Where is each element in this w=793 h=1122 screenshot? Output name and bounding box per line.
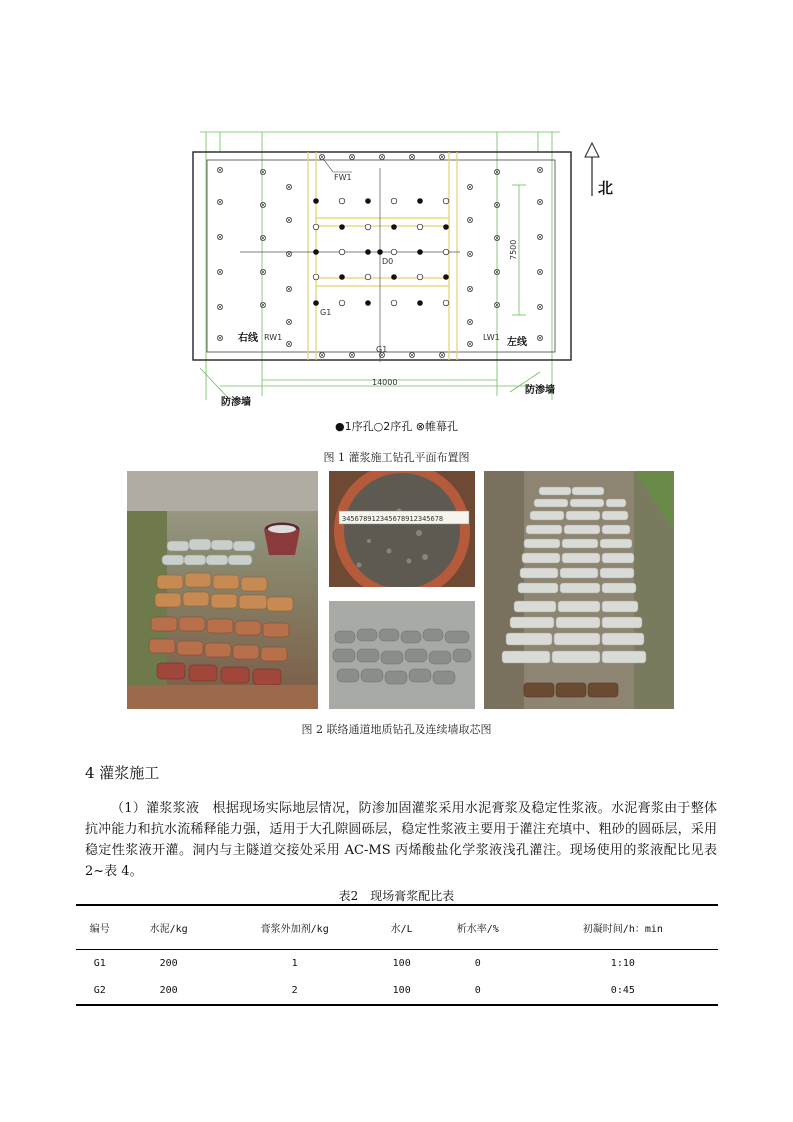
- tunnel-lines: [308, 152, 457, 360]
- label-wall-left: 防渗墙: [221, 397, 251, 408]
- cell: 1: [291, 957, 298, 969]
- cell: G2: [76, 977, 123, 1005]
- table2: [76, 904, 718, 1006]
- cell: 100: [376, 977, 428, 1005]
- cell: 0: [428, 977, 528, 1005]
- photo-cement-cores: [329, 601, 475, 709]
- label-d0: D0: [382, 257, 394, 266]
- paragraph-text: （1）灌浆浆液 根据现场实际地层情况，防渗加固灌浆采用水泥膏浆及稳定性浆液。水泥膏浆由于整体抗冲能力和抗水流稀释能力强，适用于大孔隙圆砾层，稳定性浆液主要用于灌注充填中、粗砂的圆砾层，采用稳定性浆液开灌。洞内与主隧道交接处采用 AC-MS 丙烯酸盐化学浆液浅孔灌注。现场使用的浆液配比见表 2~表 4。: [85, 801, 717, 879]
- label-north: 北: [598, 179, 614, 197]
- ruler-markings: 345678912345678912345678: [342, 515, 444, 523]
- label-left-line: 左线: [507, 337, 527, 348]
- bucket-icon: [264, 522, 300, 555]
- cell: 0: [474, 957, 481, 969]
- cell: 200: [159, 957, 178, 969]
- label-g1: G1: [320, 308, 332, 317]
- dim-7500-label: 7500: [509, 239, 518, 260]
- table-header-row: [76, 905, 718, 949]
- photo-core-samples-ground: [127, 471, 318, 709]
- label-right-line: 右线: [238, 333, 258, 344]
- figure2-caption: 图 2 联络通道地质钻孔及连续墙取芯图: [301, 723, 492, 736]
- label-g1-bottom: G1: [376, 345, 388, 354]
- col-header-id: 编号: [76, 905, 123, 949]
- col-header-water: 水/L: [376, 905, 428, 949]
- cell: 100: [392, 957, 411, 969]
- label-fw1: FW1: [334, 173, 352, 182]
- north-arrow-icon: [585, 143, 599, 196]
- section-paragraph: [85, 798, 717, 882]
- table2-caption: 表2 现场膏浆配比表: [338, 889, 455, 903]
- figure1-layout-drawing: [0, 0, 793, 440]
- photo-concrete-cores: [484, 471, 674, 709]
- photo-bucket-gravel: [329, 471, 475, 587]
- col-header-additive: 膏浆外加剂/kg: [214, 905, 376, 949]
- cell: G1: [93, 957, 106, 969]
- inner-boundary: [207, 160, 555, 352]
- dim-14000-label: 14000: [372, 378, 398, 387]
- label-wall-right: 防渗墙: [525, 385, 555, 396]
- label-lw1: LW1: [483, 333, 500, 342]
- col-header-cement: 水泥/kg: [123, 905, 213, 949]
- figure1-caption: 图 1 灌浆施工钻孔平面布置图: [323, 451, 470, 464]
- cell: 1:10: [610, 957, 635, 969]
- col-header-bleeding: 析水率/%: [428, 905, 528, 949]
- figure1-legend: ●1序孔○2序孔 ⊗帷幕孔: [335, 420, 458, 433]
- label-rw1: RW1: [264, 333, 283, 342]
- cell: 200: [123, 977, 213, 1005]
- col-header-setting-time: 初凝时间/h：min: [528, 905, 718, 949]
- table-row: [76, 949, 718, 977]
- table-row: [76, 977, 718, 1005]
- section-title: 4 灌浆施工: [85, 764, 160, 782]
- cell: 2: [214, 977, 376, 1005]
- cell: 0:45: [528, 977, 718, 1005]
